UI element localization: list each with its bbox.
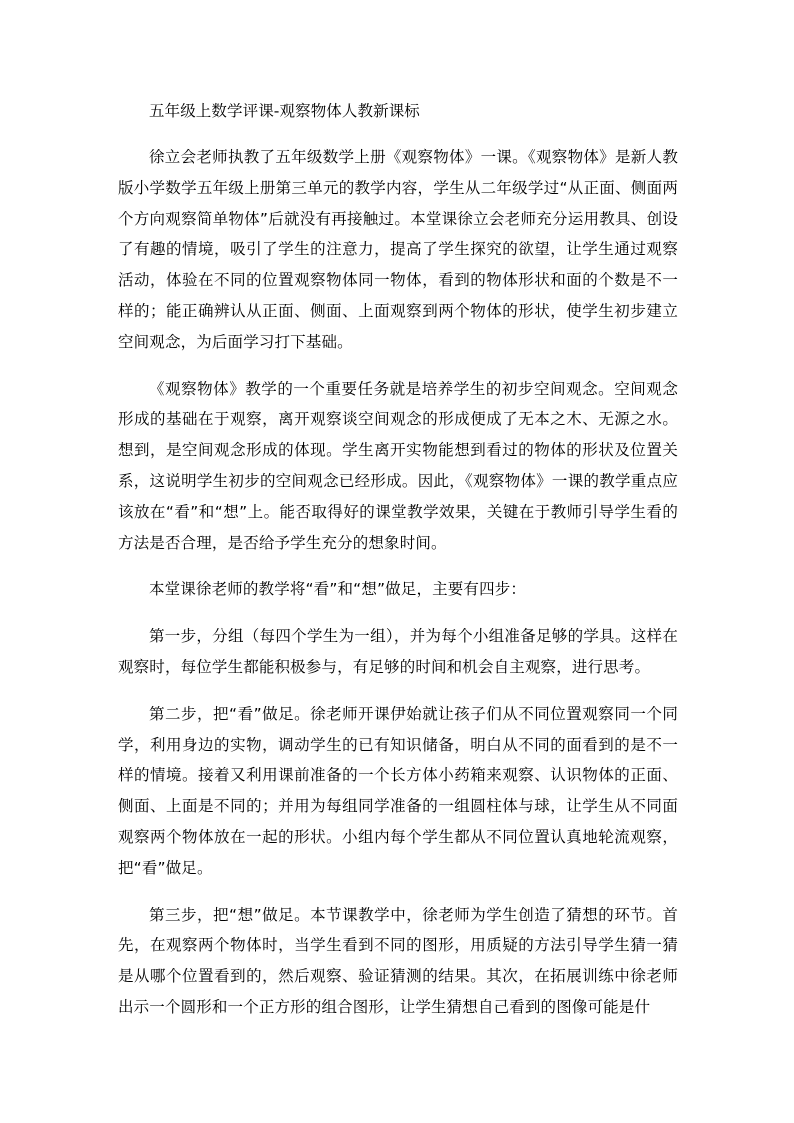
- paragraph-four-steps: 本堂课徐老师的教学将“看”和“想”做足，主要有四步：: [149, 580, 527, 599]
- paragraph-spatial-concept: 《观察物体》教学的一个重要任务就是培养学生的初步空间观念。空间观念形成的基础在于观察，离开观察谈空间观念的形成便成了无本之木、无源之水。想到，是空间观念形成的体现。学生离开实物能想到看过的物体的形状及位置关系，这说明学生初步的空间观念已经形成。因此，《观察物体》一课的教学重点应该放在“看”和“想”上。能否取得好的课堂教学效果，关键在于教师引导学生看的方法是否合理，是否给予学生充分的想象时间。: [118, 379, 678, 552]
- paragraph-step-three: 第三步，把“想”做足。本节课教学中，徐老师为学生创造了猜想的环节。首先，在观察两个物体时，当学生看到不同的图形，用质疑的方法引导学生猜一猜是从哪个位置看到的，然后观察、验证猜测的结果。其次，在拓展训练中徐老师出示一个圆形和一个正方形的组合图形，让学生猜想自己看到的图像可能是什: [118, 905, 678, 1016]
- document-title: 五年级上数学评课-观察物体人教新课标: [149, 102, 420, 120]
- document-page: [118, 96, 678, 1039]
- paragraph-step-one: 第一步，分组（每四个学生为一组），并为每个小组准备足够的学具。这样在观察时，每位学生都能积极参与，有足够的时间和机会自主观察，进行思考。: [118, 627, 678, 676]
- paragraph-step-two: 第二步，把“看”做足。徐老师开课伊始就让孩子们从不同位置观察同一个同学，利用身边的实物，调动学生的已有知识储备，明白从不同的面看到的是不一样的情境。接着又利用课前准备的一个长方体小药箱来观察、认识物体的正面、侧面、上面是不同的；并用为每组同学准备的一组圆柱体与球，让学生从不同面观察两个物体放在一起的形状。小组内每个学生都从不同位置认真地轮流观察，把“看”做足。: [118, 704, 678, 877]
- paragraph-intro: 徐立会老师执教了五年级数学上册《观察物体》一课。《观察物体》是新人教版小学数学五年级上册第三单元的教学内容，学生从二年级学过“从正面、侧面两个方向观察简单物体”后就没有再接触过。本堂课徐立会老师充分运用教具、创设了有趣的情境，吸引了学生的注意力，提高了学生探究的欲望，让学生通过观察活动，体验在不同的位置观察物体同一物体，看到的物体形状和面的个数是不一样的；能正确辨认从正面、侧面、上面观察到两个物体的形状，使学生初步建立空间观念，为后面学习打下基础。: [118, 148, 678, 351]
